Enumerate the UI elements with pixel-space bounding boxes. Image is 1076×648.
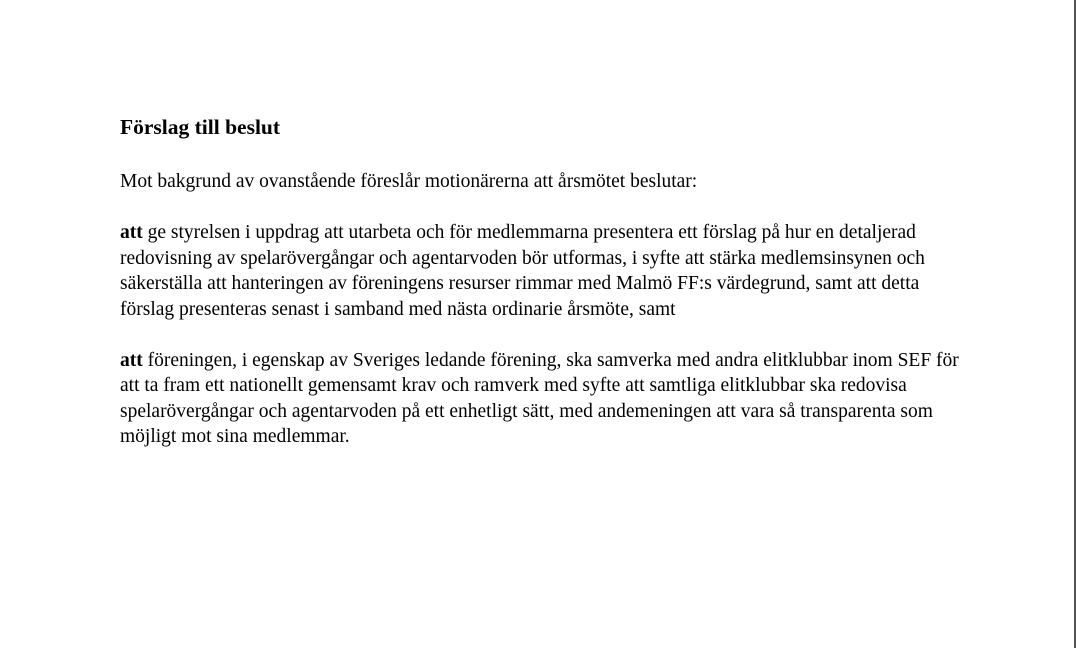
intro-paragraph: Mot bakgrund av ovanstående föreslår motionärerna att årsmötet beslutar: (120, 171, 698, 192)
proposal-paragraph-2 (120, 348, 960, 450)
proposal-text: föreningen, i egenskap av Sveriges ledande förening, ska samverka med andra elitklubbar inom SEF för att ta fram ett nationellt gemensamt krav och ramverk med syfte att samtliga elitklubbar ska redovisa spelarövergångar och agentarvoden på ett enhetligt sätt, med andemeningen att vara så transparenta som möjligt mot sina medlemmar. (120, 349, 959, 447)
proposal-keyword: att (120, 222, 143, 243)
section-heading: Förslag till beslut (120, 115, 281, 139)
document-body (120, 113, 960, 475)
proposal-paragraph-1 (120, 220, 960, 322)
proposal-text: ge styrelsen i uppdrag att utarbeta och för medlemmarna presentera ett förslag på hur en detaljerad redovisning av spelarövergångar och agentarvoden bör utformas, i syfte att stärka medlemsinsynen och säkerställa att hanteringen av föreningens resurser rimmar med Malmö FF:s värdegrund, samt att detta förslag presenteras senast i samband med nästa ordinarie årsmöte, samt (120, 222, 925, 320)
proposal-keyword: att (120, 349, 143, 371)
